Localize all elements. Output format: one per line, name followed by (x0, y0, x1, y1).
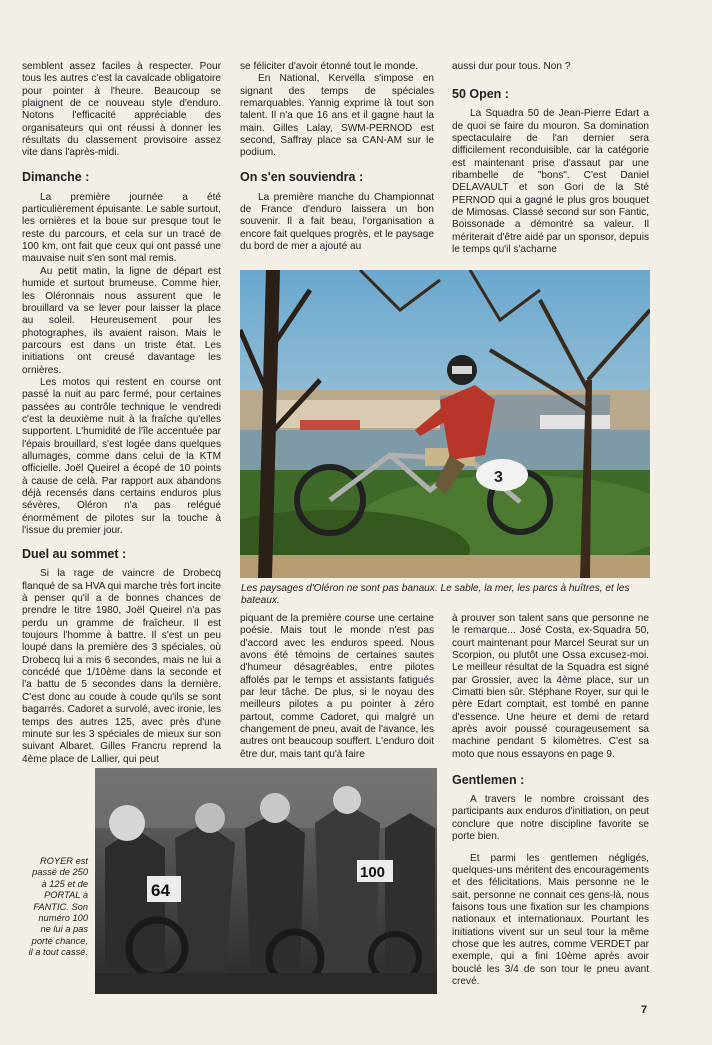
plate-right-number: 100 (360, 864, 386, 881)
paragraph: La Squadra 50 de Jean-Pierre Edart a de quoi se faire du mouron. Sa domination spectaculaire de l'an dernier sera difficilement reconduisible, car la catégorie est maintenant prise d'assaut par une ribambelle de "bons". C'est Daniel DELAVAULT et son Gori de la Sté PERNOD qui a gagné le plus gros bouquet de Mimosas. Classé second sur son Fantic, Boissonade a démontré sa valeur. Il mériterait d'être aidé par un sponsor, depuis le temps qu'il s'acharne (452, 108, 649, 256)
column-3-bottom (452, 613, 649, 988)
section-heading-duel: Duel au sommet : (22, 547, 127, 562)
column-2-bottom (240, 613, 434, 761)
photo-caption: Les paysages d'Oléron ne sont pas banaux. Le sable, la mer, les parcs à huîtres, et les bateaux. (241, 583, 630, 607)
paragraph: Si la rage de vaincre de Drobecq flanqué de sa HVA qui marche très fort incite à penser qu'il a de bonnes chances de prendre le titre 1980, Joël Queirel n'a pas perdu un gramme de fraîcheur. Il est toujours l'homme à battre. Il s'est un peu loupé dans la première des 3 spéciales, où Drobecq lui a mis 6 secondes, mais ne lui a concédé que 1/10ème dans la seconde et l'a battu de 5 secondes dans la dernière. C'est donc au coude à coude qu'ils se sont bagarrés. Cadoret a survolé, avec ironie, les temps des autres 125, avec près d'une minute sur les 3 spéciales de mieux sur son suivant Albaret. Gilles Francru reprend la 4ème place de Lallier, qui peut (22, 568, 221, 765)
section-heading-50-open: 50 Open : (452, 87, 509, 102)
paragraph: piquant de la première course une certaine poésie. Mais tout le monde n'est pas d'accord avec les enduros speed. Nous avons été témoins de certaines sautes d'humeur désagréables, entre pilotes affolés par le temps et assistants fatigués par leur tâche. De plus, si le noyau des meilleurs pilotes a pu pointer à zéro partout, comme Cadoret, qui malgré un changement de pneu, avait de l'avance, les autres ont beaucoup souffert. L'enduro doit être dur, mais tant qu'à faire (240, 613, 434, 760)
paragraph: La première manche du Championnat de France d'enduro laissera un bon souvenir. Il a fait beau, l'organisation a encore fait quelques progrès, et le paysage du bord de mer a ajouté au (240, 191, 434, 253)
paragraph: Et parmi les gentlemen négligés, quelques-uns méritent des encouragements et des félicitations. Mais personne ne le sait, personne ne connait ces gens-là, nous faisons tous une fixation sur les champions nationaux et internationaux. Pourtant les initiations vivent sur un seul tour la même chose que les autres, comme VERDET par exemple, qui a fini 10ème après avoir bouclé les 3/4 de son tour le pneu avant crevé. (452, 852, 649, 987)
column-2-top (240, 61, 434, 253)
paragraph: La première journée a été particulièrement épuisante. Le sable surtout, les ornières et la boue sur presque tout le reste du parcours, et cela sur un tracé de 100 km, ont fait que ceux qui ont passé une mauvaise nuit s'en sont mal remis. (22, 191, 221, 265)
section-heading-gentlemen: Gentlemen : (452, 773, 525, 788)
page-number: 7 (641, 1004, 648, 1016)
paragraph: Au petit matin, la ligne de départ est humide et surtout brumeuse. Comme hier, les Oléronnais nous assurent que le brouillard va se lever pour laisser la place au soleil. Heureusement pour les photographes, ils avaient raison. Mais le parcours est dans un triste état. Les initiations ont creusé davantage les ornières. (22, 265, 221, 376)
section-heading-souviendra: On s'en souviendra : (240, 169, 364, 184)
paragraph: A travers le nombre croissant des participants aux enduros d'initiation, on peut conclure que notre discipline favorite se porte bien. (452, 794, 649, 843)
section-heading-dimanche: Dimanche : (22, 169, 90, 184)
column-3-top (452, 61, 649, 256)
bike-number: 3 (494, 469, 503, 486)
paragraph: En National, Kervella s'impose en signant des temps de spéciales remarquables. Yannig exprime là tout son talent. Il n'a que 16 ans et il gagne haut la main. Gilles Lalay, SWM-PERNOD est second, Saffray place sa CAN-AM sur le podium. (240, 73, 434, 159)
paragraph: se féliciter d'avoir étonné tout le monde. (240, 61, 419, 72)
paragraph: Les motos qui restent en course ont passé la nuit au parc fermé, pour certaines passées au contrôle technique le vendredi c'est la deuxième nuit à la fraîche qu'elles supportent. L'humidité de l'île accentuée par l'épais brouillard, s'est logée dans quelques allumages, comme dans celui de la KTM officielle. Joël Queirel a écopé de 10 points à cause de celà. Par rapport aux abandons déjà recensés dans certains enduros plus sévères, Oléron n'a pas relégué énormément de pilotes sur la touche à l'issue du premier jour. (22, 376, 221, 537)
column-1 (22, 61, 221, 766)
paragraph: aussi dur pour tous. Non ? (452, 61, 571, 72)
photo-side-caption: ROYER est passé de 250 à 125 et de PORTAL à FANTIC. Son numéro 100 ne lui a pas porté chance, il a tout cassé. (28, 856, 88, 958)
photo-oleron-landscape (240, 270, 650, 578)
plate-left-number: 64 (151, 881, 170, 900)
paragraph: semblent assez faciles à respecter. Pour tous les autres c'est la cavalcade obligatoire pour pointer à l'heure. Beaucoup se plaignent de ce nouveau style d'enduro. Notons l'efficacité appréciable des organisateurs qui ont réussi à donner les résultats du classement provisoire assez vite dans l'après-midi. (22, 61, 221, 159)
photo-royer-fantic (95, 768, 437, 994)
paragraph: à prouver son talent sans que personne ne le remarque... José Costa, ex-Squadra 50, court maintenant pour Marcel Seurat sur un Scorpion, ou plutôt une Ossa excusez-moi. Le meilleur résultat de la Squadra est signé par Grossier, avec la 4ème place, sur un Cimatti bien sûr. Stéphane Royer, sur qui le père Edart comptait, est tombé en panne d'essence. Une heure et demi de retard après avoir poussé courageusement sa machine pendant 5 kilomètres. C'est sa moto que nous essayons en page 9. (452, 613, 649, 760)
